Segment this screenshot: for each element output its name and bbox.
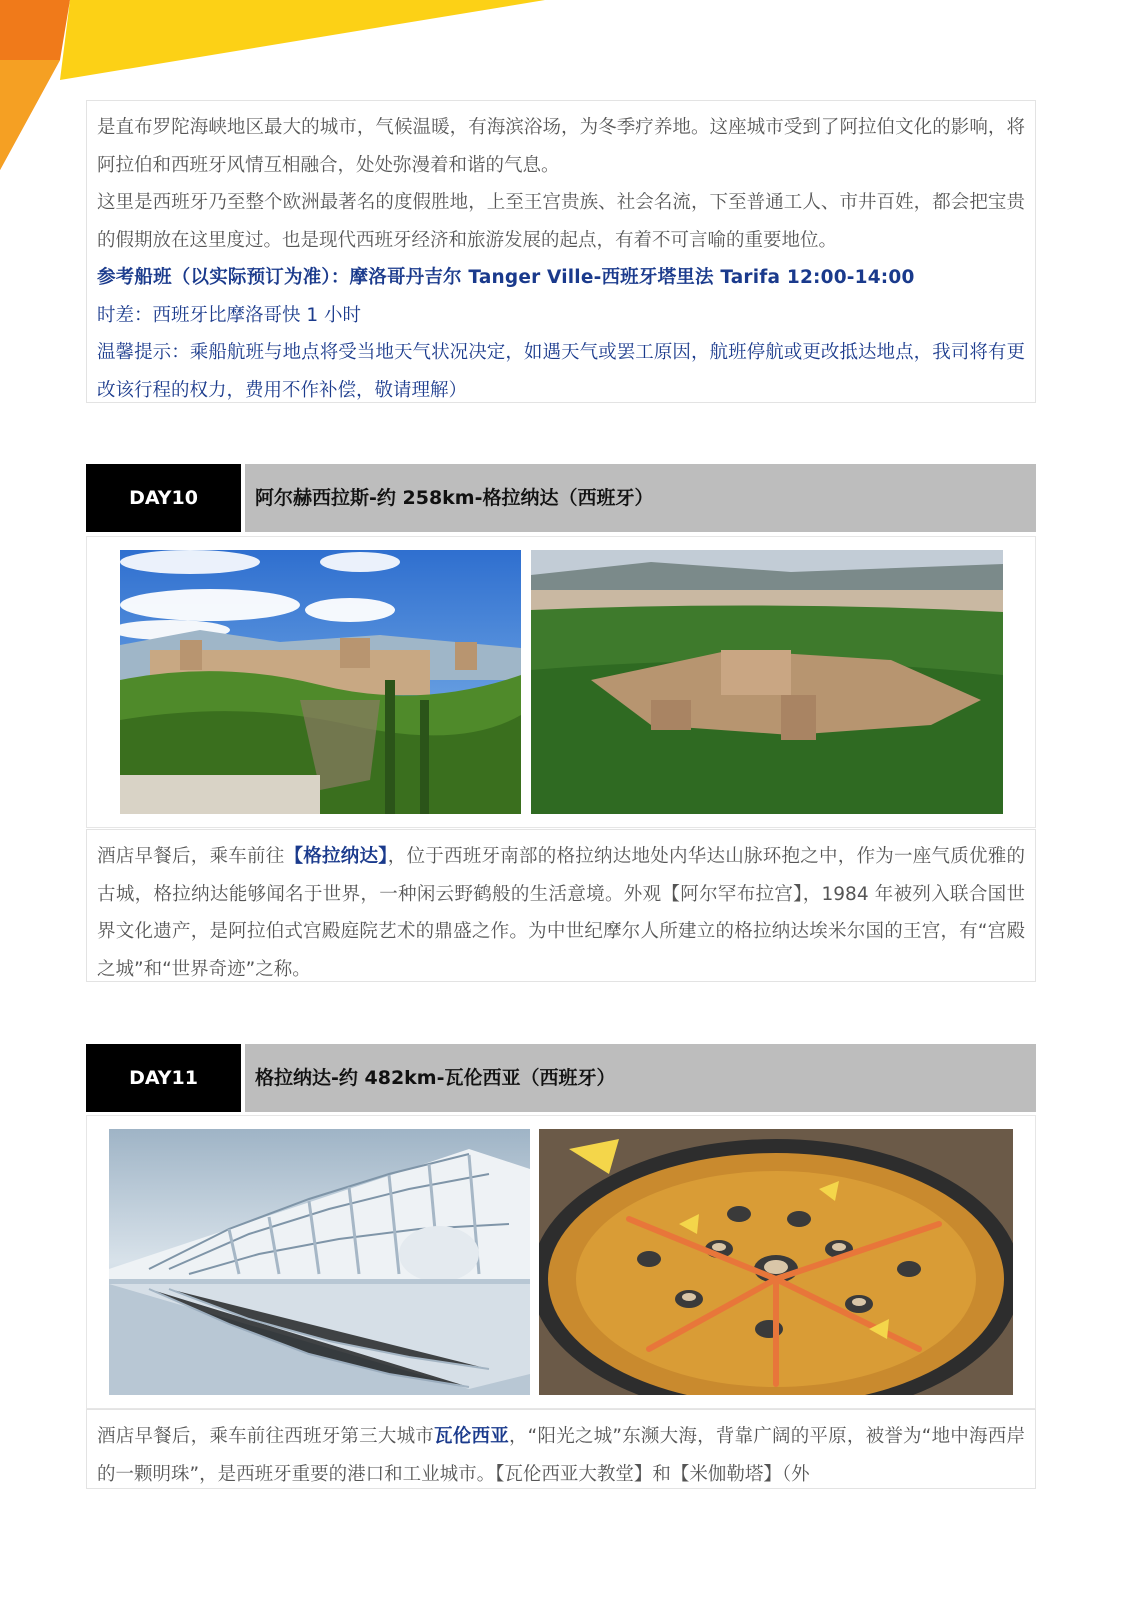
time-difference: 时差：西班牙比摩洛哥快 1 小时 <box>97 304 362 326</box>
day11-title: 格拉纳达-约 482km-瓦伦西亚（西班牙） <box>245 1044 1036 1112</box>
day11-images <box>86 1115 1036 1409</box>
valencia-science-museum-photo <box>109 1129 530 1395</box>
day11-description <box>86 1409 1036 1489</box>
day10-images <box>86 536 1036 828</box>
day10-text-intro: 酒店早餐后，乘车前往 <box>97 846 285 867</box>
day10-highlight-granada: 【格拉纳达】 <box>284 846 388 867</box>
day11-text-body: ，“阳光之城”东濒大海，背靠广阔的平原，被誉为“地中海西岸的一颗明珠”，是西班牙重要的港口和工业城市。【瓦伦西亚大教堂】和【米伽勒塔】（外 <box>97 1426 1025 1485</box>
day11-header <box>86 1044 1036 1112</box>
day11-label: DAY11 <box>86 1044 241 1112</box>
day10-title: 阿尔赫西拉斯-约 258km-格拉纳达（西班牙） <box>245 464 1036 532</box>
day11-highlight-valencia: 瓦伦西亚 <box>434 1426 509 1447</box>
warm-tip: 温馨提示：乘船航班与地点将受当地天气状况决定，如遇天气或罢工原因，航班停航或更改抵达地点，我司将有更改该行程的权力，费用不作补偿，敬请理解） <box>97 342 1025 401</box>
granada-aerial-photo <box>531 550 1003 814</box>
alhambra-photo <box>120 550 521 814</box>
intro-section <box>86 100 1036 403</box>
day10-header <box>86 464 1036 532</box>
day10-text-body: ，位于西班牙南部的格拉纳达地处内华达山脉环抱之中，作为一座气质优雅的古城，格拉纳达能够闻名于世界，一种闲云野鹤般的生活意境。外观【阿尔罕布拉宫】，1984 年被列入联合国世界文化遗产，是阿拉伯式宫殿庭院艺术的鼎盛之作。为中世纪摩尔人所建立的格拉纳达埃米尔国的王宫，有“宫殿之城”和“世界奇迹”之称。 <box>97 846 1025 980</box>
intro-paragraph-1: 是直布罗陀海峡地区最大的城市，气候温暖，有海滨浴场，为冬季疗养地。这座城市受到了阿拉伯文化的影响，将阿拉伯和西班牙风情互相融合，处处弥漫着和谐的气息。 <box>97 117 1025 176</box>
day10-description <box>86 829 1036 982</box>
day10-label: DAY10 <box>86 464 241 532</box>
day11-text-intro: 酒店早餐后，乘车前往西班牙第三大城市 <box>97 1426 435 1447</box>
ferry-info: 参考船班（以实际预订为准）：摩洛哥丹吉尔 Tanger Ville-西班牙塔里法 Tarifa 12:00-14:00 <box>97 267 915 288</box>
intro-paragraph-2: 这里是西班牙乃至整个欧洲最著名的度假胜地，上至王宫贵族、社会名流，下至普通工人、市井百姓，都会把宝贵的假期放在这里度过。也是现代西班牙经济和旅游发展的起点，有着不可言喻的重要地位。 <box>97 192 1025 251</box>
paella-photo <box>539 1129 1013 1395</box>
